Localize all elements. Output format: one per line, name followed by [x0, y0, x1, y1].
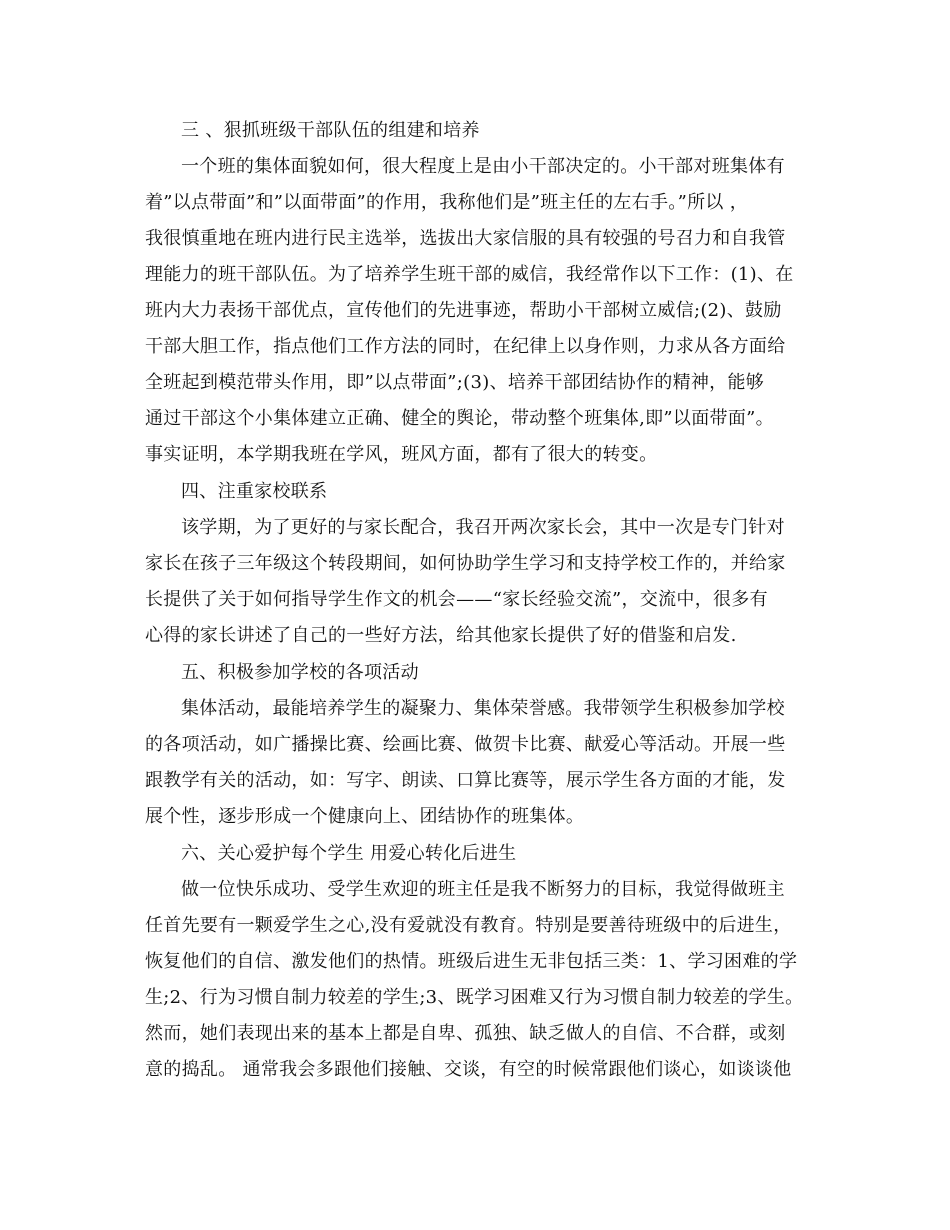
paragraph-line: 班内大力表扬干部优点，宣传他们的先进事迹，帮助小干部树立威信;(2)、鼓励: [145, 300, 782, 321]
paragraph-line: 任首先要有一颗爱学生之心,没有爱就没有教育。特别是要善待班级中的后进生，: [145, 915, 792, 936]
paragraph-line: 展个性，逐步形成一个健康向上、团结协作的班集体。: [145, 806, 585, 827]
paragraph-line: 的各项活动，如广播操比赛、绘画比赛、做贺卡比赛、献爱心等活动。开展一些: [145, 734, 786, 755]
paragraph-line: 意的捣乱。 通常我会多跟他们接触、交谈，有空的时候常跟他们谈心，如谈谈他: [145, 1059, 792, 1080]
paragraph-line: 做一位快乐成功、受学生欢迎的班主任是我不断努力的目标，我觉得做班主: [181, 879, 785, 900]
paragraph-line: 该学期，为了更好的与家长配合，我召开两次家长会，其中一次是专门针对: [181, 517, 785, 538]
paragraph-line: 长提供了关于如何指导学生作文的机会——“家长经验交流”，交流中，很多有: [145, 589, 768, 610]
section-heading-4: 四、注重家校联系: [181, 481, 328, 502]
paragraph-line: 我很慎重地在班内进行民主选举，选拔出大家信服的具有较强的号召力和自我管: [145, 228, 786, 249]
paragraph-line: 家长在孩子三年级这个转段期间，如何协助学生学习和支持学校工作的，并给家: [145, 553, 786, 574]
paragraph-line: 全班起到模范带头作用，即”以点带面”;(3)、培养干部团结协作的精神，能够: [145, 372, 765, 393]
paragraph-line: 跟教学有关的活动，如：写字、朗读、口算比赛等，展示学生各方面的才能，发: [145, 770, 786, 791]
paragraph-line: 理能力的班干部队伍。为了培养学生班干部的威信，我经常作以下工作：(1)、在: [145, 264, 794, 285]
paragraph-line: 恢复他们的自信、激发他们的热情。班级后进生无非包括三类：1、学习困难的学: [145, 951, 798, 972]
paragraph-line: 心得的家长讲述了自己的一些好方法，给其他家长提供了好的借鉴和启发.: [145, 625, 737, 646]
paragraph-line: 干部大胆工作，指点他们工作方法的同时，在纪律上以身作则，力求从各方面给: [145, 336, 786, 357]
section-heading-5: 五、积极参加学校的各项活动: [181, 662, 419, 683]
paragraph-line: 事实证明，本学期我班在学风，班风方面，都有了很大的转变。: [145, 444, 658, 465]
paragraph-line: 通过干部这个小集体建立正确、健全的舆论，带动整个班集体,即”以面带面”。: [145, 408, 774, 429]
section-heading-3: 三 、狠抓班级干部队伍的组建和培养: [181, 120, 480, 141]
paragraph-line: 然而，她们表现出来的基本上都是自卑、孤独、缺乏做人的自信、不合群，或刻: [145, 1023, 786, 1044]
paragraph-line: 着”以点带面”和”以面带面”的作用，我称他们是”班主任的左右手。”所以 ，: [145, 192, 749, 213]
paragraph-line: 一个班的集体面貌如何，很大程度上是由小干部决定的。小干部对班集体有: [181, 156, 785, 177]
section-heading-6: 六、关心爱护每个学生 用爱心转化后进生: [181, 843, 517, 864]
paragraph-line: 集体活动，最能培养学生的凝聚力、集体荣誉感。我带领学生积极参加学校: [181, 698, 785, 719]
paragraph-line: 生;2、行为习惯自制力较差的学生;3、既学习困难又行为习惯自制力较差的学生。: [145, 987, 804, 1008]
